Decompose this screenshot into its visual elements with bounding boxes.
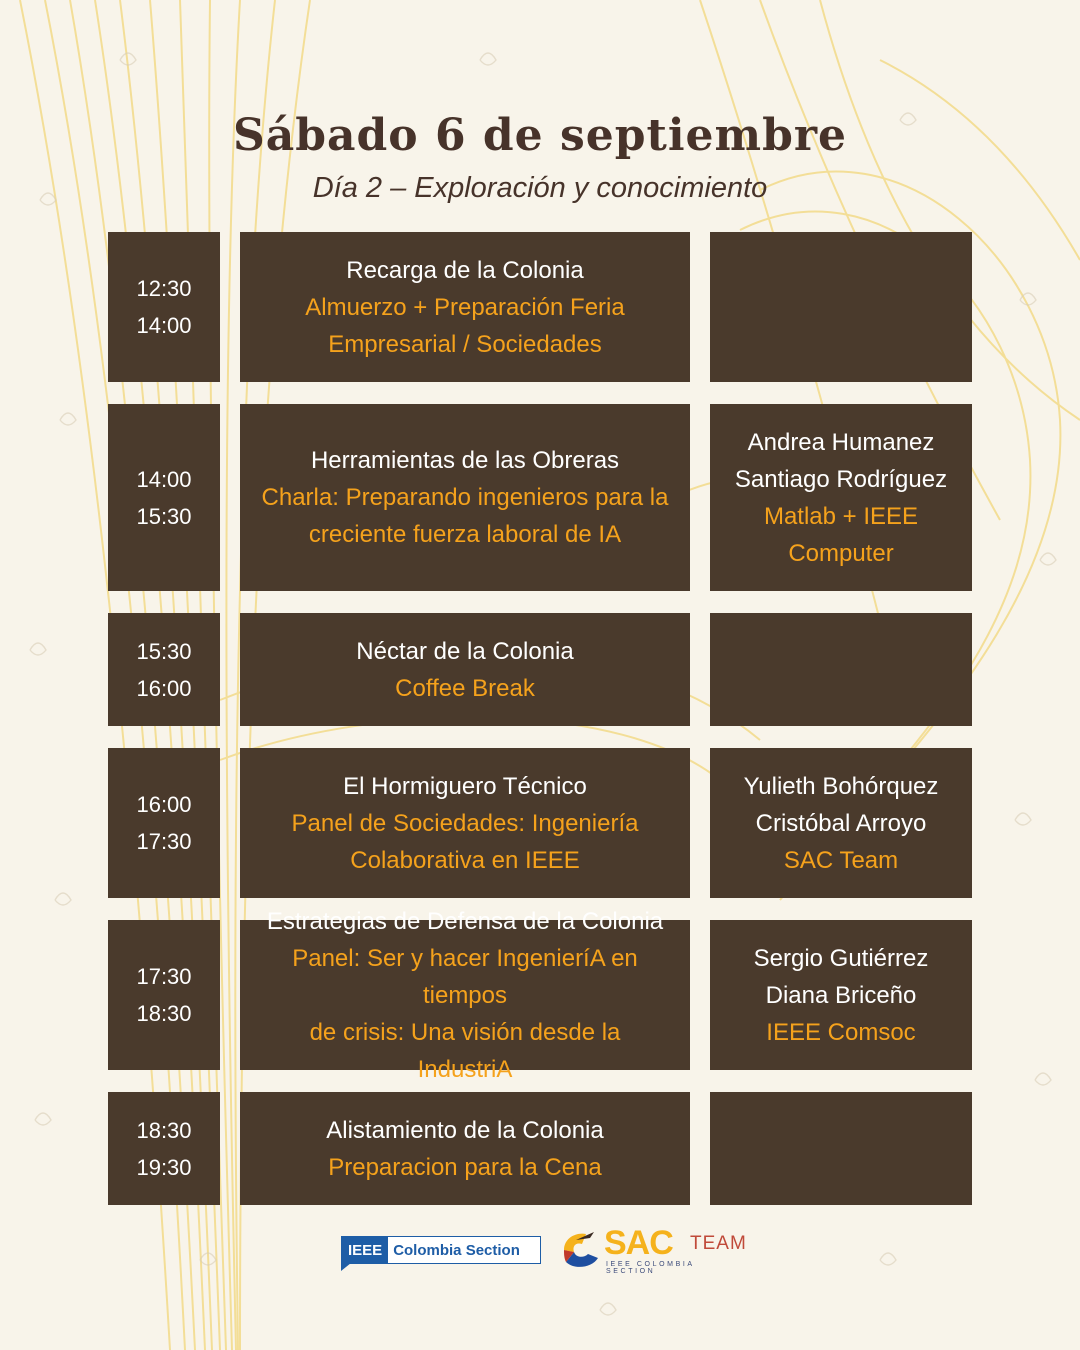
time-slot-6 (108, 1092, 220, 1205)
speaker-card-2 (710, 404, 972, 591)
event-detail-line: Preparacion para la Cena (328, 1153, 602, 1181)
ieee-section-label: Colombia Section (393, 1241, 520, 1259)
speaker-name: Yulieth Bohórquez (743, 772, 939, 800)
event-card-6 (240, 1092, 690, 1205)
time-slot-2 (108, 404, 220, 591)
ieee-logo-tail (341, 1263, 351, 1271)
start-time: 16:00 (136, 792, 192, 817)
time-slot-3 (108, 613, 220, 726)
event-title: Herramientas de las Obreras (310, 447, 620, 474)
speaker-name: Andrea Humanez (747, 428, 935, 456)
page-title: Sábado 6 de septiembre (232, 110, 848, 161)
event-detail-line: Panel: Ser y hacer IngenieríA en tiempos (292, 944, 638, 1009)
event-card-3 (240, 613, 690, 726)
end-time: 15:30 (136, 503, 192, 529)
end-time: 17:30 (136, 829, 192, 854)
team-wordmark: TEAM (690, 1233, 747, 1254)
end-time: 14:00 (136, 313, 192, 338)
time-slot-1 (108, 232, 220, 382)
start-time: 15:30 (136, 638, 192, 664)
end-time: 18:30 (136, 1001, 192, 1026)
event-detail-line: Colaborativa en IEEE (350, 846, 580, 874)
ieee-mark: IEEE (342, 1237, 388, 1263)
ieee-colombia-logo (341, 1236, 541, 1264)
speaker-card-1 (710, 232, 972, 382)
speaker-card-5 (710, 920, 972, 1070)
page-subtitle: Día 2 – Exploración y conocimiento (312, 172, 768, 204)
start-time: 12:30 (136, 276, 192, 301)
event-detail-line: Coffee Break (395, 674, 535, 702)
time-slot-4 (108, 748, 220, 898)
event-title: Alistamiento de la Colonia (326, 1116, 604, 1144)
speaker-card-3 (710, 613, 972, 726)
speaker-org: Matlab + IEEE (763, 502, 919, 530)
speaker-name: Diana Briceño (765, 981, 917, 1009)
event-detail-line: creciente fuerza laboral de IA (308, 521, 622, 548)
sac-team-logo (558, 1226, 748, 1276)
event-detail-line: Empresarial / Sociedades (328, 330, 602, 358)
speaker-card-4 (710, 748, 972, 898)
event-card-4 (240, 748, 690, 898)
speaker-org: SAC Team (783, 846, 899, 874)
event-detail-line: Charla: Preparando ingenieros para la (261, 484, 669, 511)
event-title: Recarga de la Colonia (346, 256, 584, 284)
speaker-org: Computer (788, 539, 894, 567)
event-card-1 (240, 232, 690, 382)
start-time: 14:00 (136, 466, 192, 492)
sac-emblem-icon (560, 1228, 604, 1272)
sac-wordmark: SAC (604, 1224, 673, 1262)
speaker-name: Santiago Rodríguez (734, 465, 948, 493)
event-card-5 (240, 907, 690, 1083)
start-time: 18:30 (136, 1117, 192, 1143)
event-title: Estrategias de Defensa de la Colonia (266, 907, 664, 935)
end-time: 19:30 (136, 1154, 192, 1180)
event-detail-line: Panel de Sociedades: Ingeniería (291, 809, 639, 837)
speaker-name: Cristóbal Arroyo (755, 809, 927, 837)
event-title: El Hormiguero Técnico (343, 772, 587, 800)
start-time: 17:30 (136, 964, 192, 989)
speaker-org: IEEE Comsoc (766, 1018, 916, 1046)
event-title: Néctar de la Colonia (356, 637, 574, 665)
speaker-name: Sergio Gutiérrez (753, 944, 929, 972)
sac-subtitle: IEEE COLOMBIA SECTION (606, 1261, 695, 1275)
end-time: 16:00 (136, 675, 192, 701)
speaker-card-6 (710, 1092, 972, 1205)
event-detail-line: de crisis: Una visión desde la IndustriA (309, 1018, 621, 1083)
event-card-2 (240, 404, 690, 591)
event-detail-line: Almuerzo + Preparación Feria (305, 293, 625, 321)
time-slot-5 (108, 920, 220, 1070)
